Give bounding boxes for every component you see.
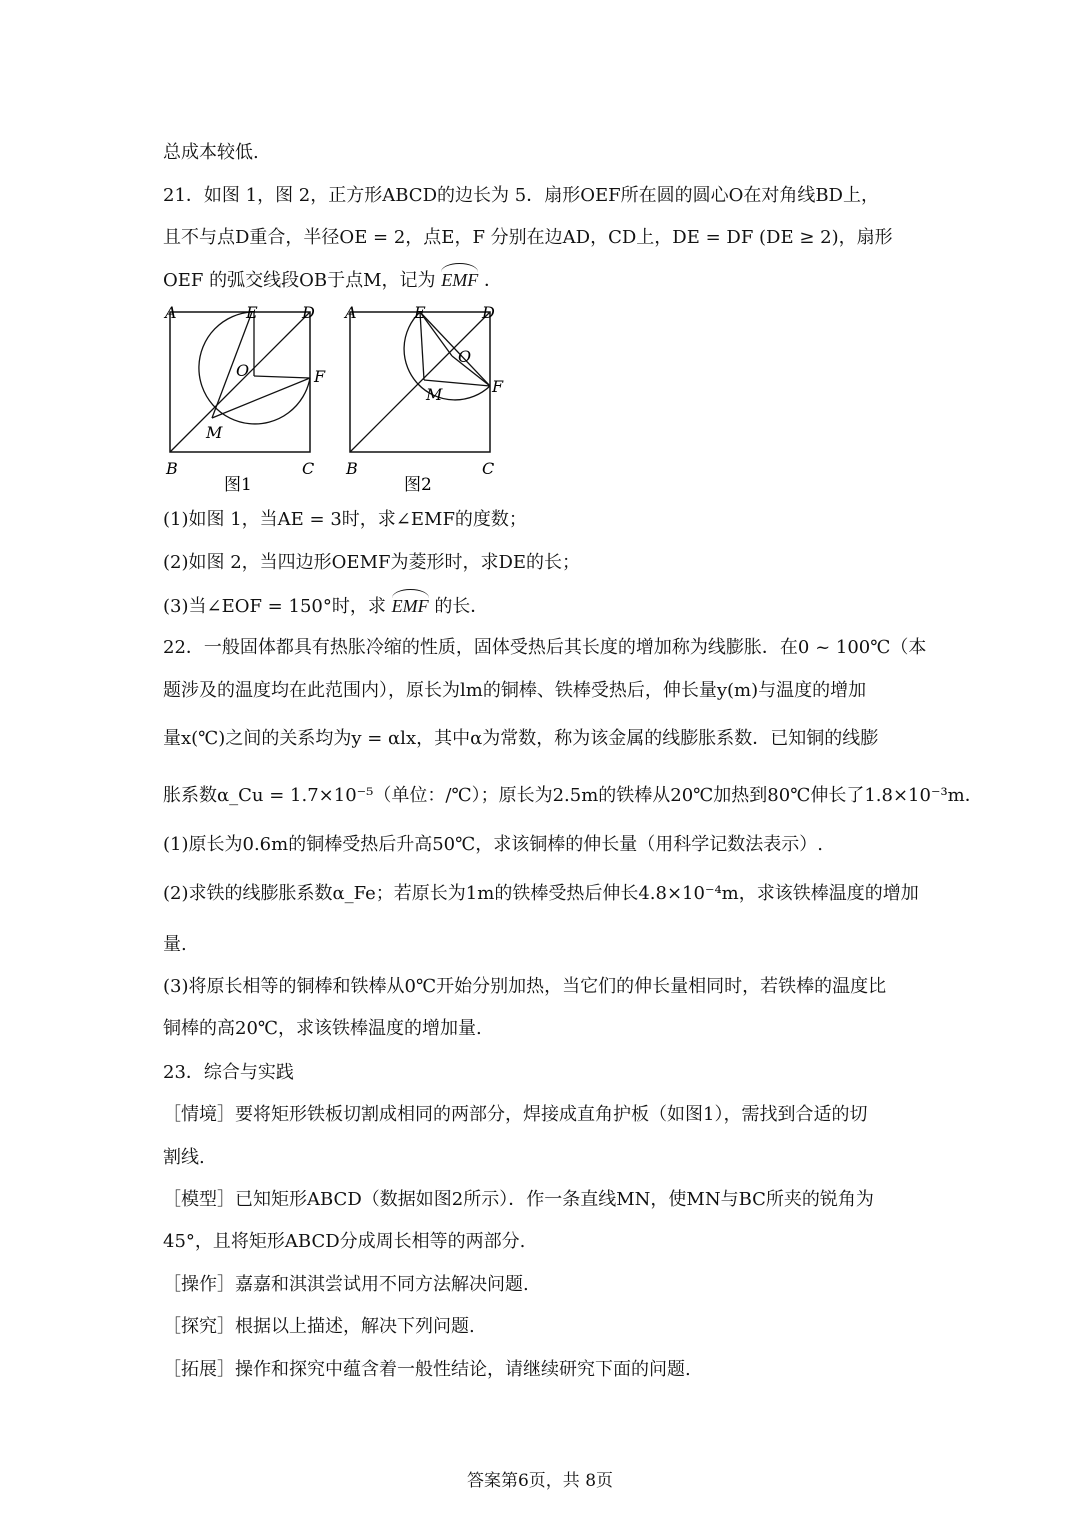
label-b: B xyxy=(346,459,358,478)
q22-part-3: (3)将原长相等的铜棒和铁棒从0℃开始分别加热，当它们的伸长量相同时，若铁棒的温度比 xyxy=(163,976,887,997)
q23-situation-cont: 割线. xyxy=(163,1147,205,1168)
label-a: A xyxy=(165,303,177,322)
q23-situation: ［情境］要将矩形铁板切割成相同的两部分，焊接成直角护板（如图1），需找到合适的切 xyxy=(163,1104,868,1125)
q23-model-cont: 45°，且将矩形ABCD分成周长相等的两部分. xyxy=(163,1231,526,1252)
figure-2 xyxy=(340,300,520,500)
q23-title: 23．综合与实践 xyxy=(163,1062,294,1083)
q21-part-1: (1)如图 1，当AE = 3时，求∠EMF的度数； xyxy=(163,509,527,530)
q23-operation: ［操作］嘉嘉和淇淇尝试用不同方法解决问题. xyxy=(163,1274,529,1295)
q22-text-1: 22．一般固体都具有热胀冷缩的性质，固体受热后其长度的增加称为线膨胀．在0 ~ 100℃（本 xyxy=(163,637,927,658)
label-a: A xyxy=(345,303,357,322)
label-e: E xyxy=(414,303,426,322)
label-m: M xyxy=(426,385,443,404)
segment-mf xyxy=(212,378,310,418)
figure-1-caption: 图1 xyxy=(224,475,252,495)
label-b: B xyxy=(166,459,178,478)
q21-text-3-post: ． xyxy=(483,270,502,291)
q22-part-2-cont: 量. xyxy=(163,934,187,955)
q21-part-3 xyxy=(163,594,488,619)
q23-extension: ［拓展］操作和探究中蕴含着一般性结论，请继续研究下面的问题. xyxy=(163,1359,691,1380)
label-o: O xyxy=(458,347,472,366)
q21-text-2: 且不与点D重合，半径OE = 2，点E，F 分别在边AD，CD上，DE = DF (DE ≥ 2)，扇形 xyxy=(163,227,893,248)
q23-explore: ［探究］根据以上描述，解决下列问题. xyxy=(163,1316,475,1337)
q21-part-2: (2)如图 2，当四边形OEMF为菱形时，求DE的长； xyxy=(163,552,581,573)
segment-me xyxy=(420,312,424,380)
q22-text-3: 量x(℃)之间的关系均为y = αlx，其中α为常数，称为该金属的线膨胀系数．已知铜的线膨 xyxy=(163,728,879,749)
page-footer: 答案第6页，共 8页 xyxy=(466,1471,614,1491)
label-o: O xyxy=(236,361,250,380)
label-c: C xyxy=(482,459,495,478)
text-line: 总成本较低. xyxy=(163,142,259,163)
q21-text-3 xyxy=(163,268,502,293)
diagonal-bd xyxy=(350,312,490,452)
q21-part-3-post: 的长． xyxy=(434,596,489,617)
arc-emf: EMF xyxy=(441,270,479,290)
segment-of xyxy=(254,376,310,378)
q21-text-1: 21．如图 1，图 2，正方形ABCD的边长为 5．扇形OEF所在圆的圆心O在对角线BD上， xyxy=(163,185,879,206)
figure-2-caption: 图2 xyxy=(404,475,432,495)
q22-text-2: 题涉及的温度均在此范围内），原长为lm的铜棒、铁棒受热后，伸长量y(m)与温度的增加 xyxy=(163,680,867,701)
label-f: F xyxy=(314,367,326,386)
label-m: M xyxy=(206,423,223,442)
q21-text-3-pre: OEF 的弧交线段OB于点M，记为 xyxy=(163,270,436,291)
figure-1 xyxy=(160,300,340,500)
label-d: D xyxy=(302,303,315,322)
label-c: C xyxy=(302,459,315,478)
q22-part-2: (2)求铁的线膨胀系数α_Fe；若原长为1m的铁棒受热后伸长4.8×10⁻⁴m，求该铁棒温度的增加 xyxy=(163,883,919,904)
label-f: F xyxy=(492,377,504,396)
q22-text-4: 胀系数α_Cu = 1.7×10⁻⁵（单位：/℃）；原长为2.5m的铁棒从20℃加热到80℃伸长了1.8×10⁻³m． xyxy=(163,785,983,806)
arc-emf: EMF xyxy=(391,596,429,616)
q21-part-3-pre: (3)当∠EOF = 150°时，求 xyxy=(163,596,386,617)
label-e: E xyxy=(246,303,258,322)
q23-model: ［模型］已知矩形ABCD（数据如图2所示）．作一条直线MN，使MN与BC所夹的锐角为 xyxy=(163,1189,874,1210)
label-d: D xyxy=(482,303,495,322)
q22-part-3-cont: 铜棒的高20℃，求该铁棒温度的增加量. xyxy=(163,1018,482,1039)
diagonal-bd xyxy=(170,312,310,452)
q22-part-1: (1)原长为0.6m的铜棒受热后升高50℃，求该铜棒的伸长量（用科学记数法表示）. xyxy=(163,834,823,855)
